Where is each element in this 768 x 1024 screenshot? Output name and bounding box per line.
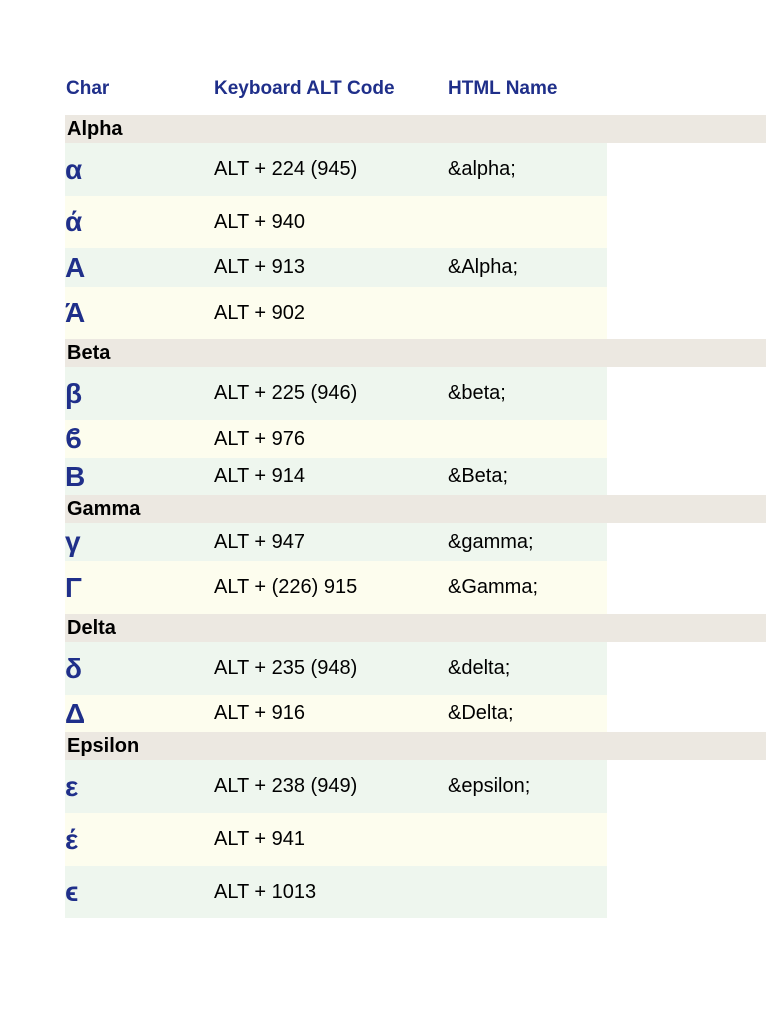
alt-code-cell: ALT + 225 (946) [214, 382, 358, 404]
alt-code-cell: ALT + 238 (949) [214, 775, 358, 797]
group-label: Epsilon [67, 735, 140, 757]
char-cell: β [65, 378, 83, 409]
header-alt-code: Keyboard ALT Code [214, 78, 395, 99]
table-row [65, 420, 607, 458]
table-row [65, 642, 607, 695]
char-cell: έ [65, 824, 78, 855]
group-label: Alpha [67, 118, 123, 140]
html-name-cell: &epsilon; [448, 775, 531, 797]
alt-code-cell: ALT + 902 [214, 302, 305, 324]
char-cell: Β [65, 461, 86, 492]
html-name-cell: &Alpha; [448, 256, 519, 278]
char-cell: Δ [65, 698, 86, 729]
table-row [65, 695, 607, 732]
table-row [65, 287, 607, 339]
table-row [65, 813, 607, 866]
alt-code-cell: ALT + (226) 915 [214, 576, 358, 598]
alt-code-cell: ALT + 224 (945) [214, 158, 358, 180]
html-name-cell: &Delta; [448, 702, 514, 724]
char-cell: ϵ [65, 876, 79, 907]
char-cell: γ [65, 526, 81, 557]
group-header-row [65, 339, 766, 367]
html-name-cell: &alpha; [448, 158, 516, 180]
table-row [65, 367, 607, 420]
alt-code-cell: ALT + 235 (948) [214, 657, 358, 679]
alt-code-cell: ALT + 976 [214, 428, 305, 450]
html-name-cell: &Beta; [448, 465, 509, 487]
html-name-cell: &gamma; [448, 531, 534, 553]
alt-code-cell: ALT + 940 [214, 211, 305, 233]
group-header-row [65, 614, 766, 642]
table-row [65, 248, 607, 287]
char-cell: ε [65, 771, 79, 802]
alt-code-cell: ALT + 947 [214, 531, 305, 553]
group-label: Beta [67, 342, 111, 364]
char-cell: Α [65, 252, 86, 283]
html-name-cell: &beta; [448, 382, 506, 404]
group-label: Delta [67, 617, 116, 639]
header-html-name: HTML Name [448, 78, 558, 99]
table-row [65, 458, 607, 495]
group-header-row [65, 115, 766, 143]
group-header-row [65, 732, 766, 760]
group-label: Gamma [67, 498, 141, 520]
char-cell: Ά [65, 297, 86, 328]
html-name-cell: &Gamma; [448, 576, 539, 598]
alt-code-cell: ALT + 913 [214, 256, 305, 278]
table-header [65, 74, 765, 106]
char-cell: ϐ [65, 423, 83, 454]
table-row [65, 866, 607, 918]
table-row [65, 561, 607, 614]
alt-code-cell: ALT + 1013 [214, 881, 317, 903]
char-cell: Γ [65, 572, 82, 603]
group-header-row [65, 495, 766, 523]
alt-code-cell: ALT + 914 [214, 465, 305, 487]
header-char: Char [66, 78, 110, 99]
alt-code-cell: ALT + 941 [214, 828, 305, 850]
char-cell: ά [65, 206, 83, 237]
char-cell: α [65, 154, 83, 185]
table-row [65, 196, 607, 248]
table-row [65, 523, 607, 561]
table-row [65, 143, 607, 196]
char-cell: δ [65, 653, 82, 684]
alt-code-cell: ALT + 916 [214, 702, 305, 724]
table-row [65, 760, 607, 813]
html-name-cell: &delta; [448, 657, 511, 679]
